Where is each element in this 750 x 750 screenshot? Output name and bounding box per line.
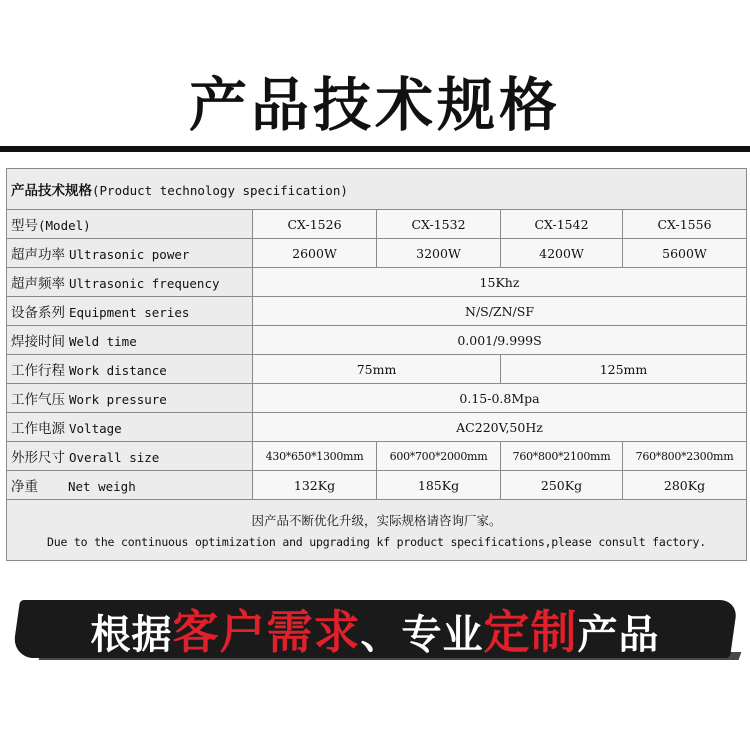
footnote-cn: 因产品不断优化升级，实际规格请咨询厂家。 bbox=[251, 513, 502, 528]
table-row bbox=[7, 326, 747, 355]
table-cell: 125mm bbox=[501, 355, 747, 384]
table-cell: 760*800*2300mm bbox=[623, 442, 747, 471]
row-label: 焊接时间 Weld time bbox=[7, 326, 253, 355]
table-row bbox=[7, 210, 747, 239]
table-heading bbox=[7, 169, 747, 210]
table-cell: 4200W bbox=[501, 239, 623, 268]
table-cell: 2600W bbox=[253, 239, 377, 268]
title-divider bbox=[0, 146, 750, 152]
table-cell: AC220V,50Hz bbox=[253, 413, 747, 442]
table-footnote bbox=[7, 500, 747, 561]
row-label: 工作行程 Work distance bbox=[7, 355, 253, 384]
table-row bbox=[7, 297, 747, 326]
row-label: 工作气压 Work pressure bbox=[7, 384, 253, 413]
table-cell: 0.001/9.999S bbox=[253, 326, 747, 355]
table-cell: CX-1542 bbox=[501, 210, 623, 239]
table-cell: CX-1526 bbox=[253, 210, 377, 239]
table-footnote-row bbox=[7, 500, 747, 561]
table-cell: 15Khz bbox=[253, 268, 747, 297]
table-cell: 430*650*1300mm bbox=[253, 442, 377, 471]
table-row bbox=[7, 355, 747, 384]
table-heading-en: (Product technology specification) bbox=[92, 183, 348, 198]
table-cell: 760*800*2100mm bbox=[501, 442, 623, 471]
table-cell: N/S/ZN/SF bbox=[253, 297, 747, 326]
table-cell: CX-1532 bbox=[377, 210, 501, 239]
row-label: 超声功率 Ultrasonic power bbox=[7, 239, 253, 268]
table-cell: CX-1556 bbox=[623, 210, 747, 239]
row-label: 设备系列 Equipment series bbox=[7, 297, 253, 326]
table-row bbox=[7, 239, 747, 268]
row-label: 超声频率 Ultrasonic frequency bbox=[7, 268, 253, 297]
table-row bbox=[7, 413, 747, 442]
slogan-part: 根据 bbox=[90, 612, 173, 658]
footnote-en: Due to the continuous optimization and upgrading kf product specifications,please consult factory. bbox=[47, 535, 706, 549]
row-label: 净重 Net weigh bbox=[7, 471, 253, 500]
slogan-banner bbox=[0, 596, 750, 662]
slogan-highlight: 定制 bbox=[483, 605, 578, 659]
table-row bbox=[7, 442, 747, 471]
table-row bbox=[7, 471, 747, 500]
table-cell: 3200W bbox=[377, 239, 501, 268]
row-label: 型号(Model) bbox=[7, 210, 253, 239]
table-heading-row bbox=[7, 169, 747, 210]
table-cell: 5600W bbox=[623, 239, 747, 268]
slogan-highlight: 客户需求 bbox=[172, 605, 361, 659]
row-label: 工作电源 Voltage bbox=[7, 413, 253, 442]
row-label: 外形尺寸 Overall size bbox=[7, 442, 253, 471]
table-row bbox=[7, 268, 747, 297]
slogan-part: 、专业 bbox=[360, 612, 484, 658]
table-cell: 250Kg bbox=[501, 471, 623, 500]
slogan-part: 产品 bbox=[577, 612, 660, 658]
table-heading-cn: 产品技术规格 bbox=[11, 183, 92, 199]
table-cell: 132Kg bbox=[253, 471, 377, 500]
spec-table bbox=[6, 168, 747, 561]
table-cell: 600*700*2000mm bbox=[377, 442, 501, 471]
table-cell: 280Kg bbox=[623, 471, 747, 500]
table-cell: 75mm bbox=[253, 355, 501, 384]
page-title: 产品技术规格 bbox=[188, 71, 561, 139]
table-cell: 185Kg bbox=[377, 471, 501, 500]
table-cell: 0.15-0.8Mpa bbox=[253, 384, 747, 413]
table-row bbox=[7, 384, 747, 413]
